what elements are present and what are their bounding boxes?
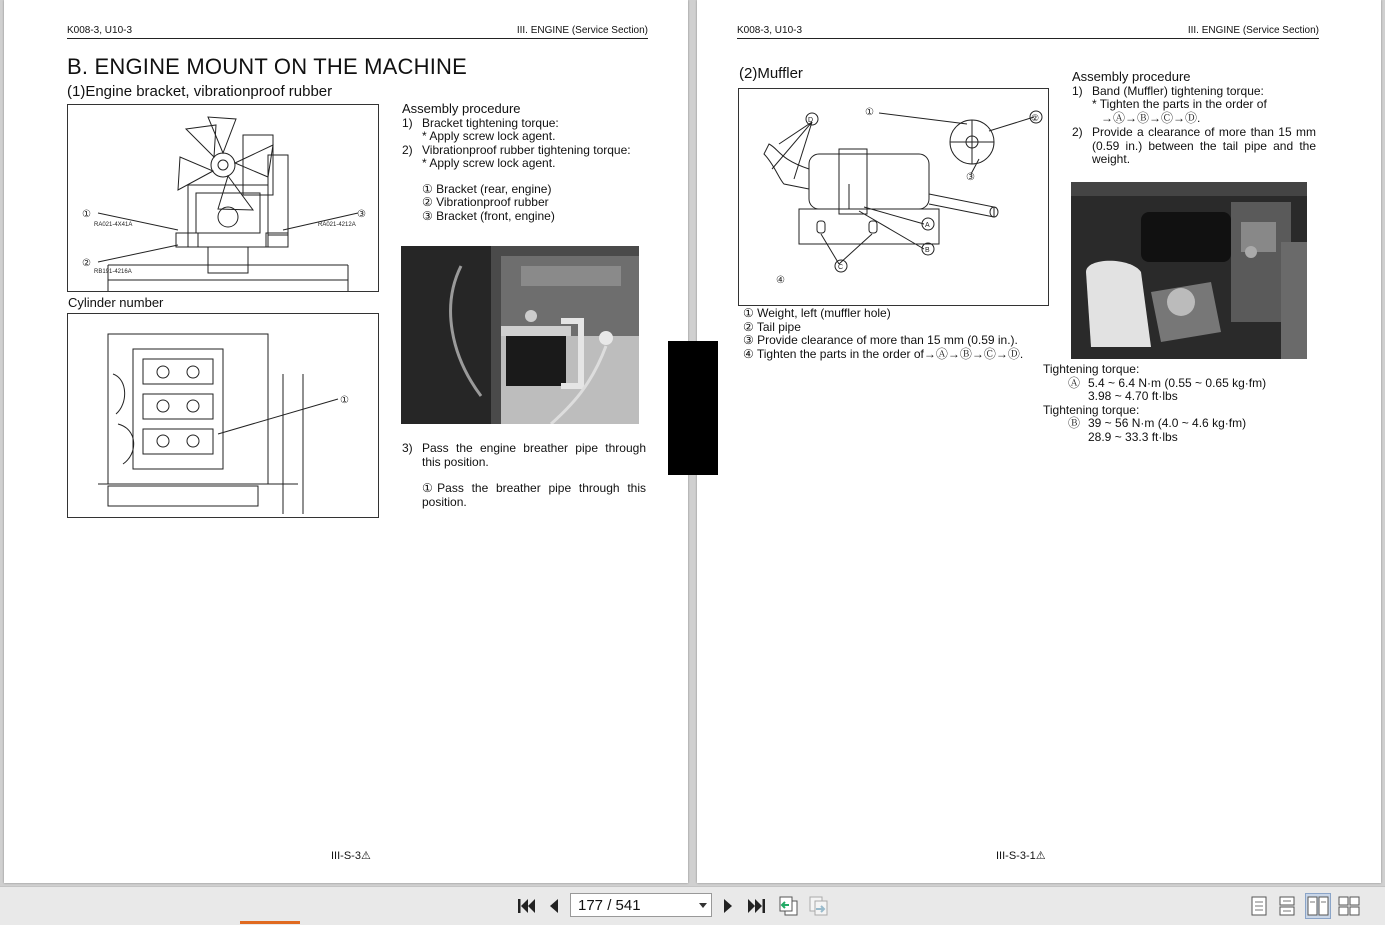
last-page-icon	[747, 897, 767, 915]
page-footer-left: III-S-3⚠	[331, 850, 371, 862]
muffler-diagram	[738, 88, 1049, 306]
engine-bracket-drawing	[68, 105, 378, 291]
cylinder-number-label: Cylinder number	[68, 295, 164, 310]
single-page-icon	[1251, 896, 1267, 916]
page-title: B. ENGINE MOUNT ON THE MACHINE	[67, 54, 468, 79]
assembly-heading: Assembly procedure	[1072, 69, 1191, 84]
section-subtitle: (2)Muffler	[739, 65, 803, 82]
assembly-procedure-right	[1072, 70, 1316, 167]
section-index-tab	[668, 341, 718, 475]
callout-d: D	[808, 117, 814, 124]
callout-1: ①	[82, 209, 91, 220]
cylinder-number-diagram	[67, 313, 379, 518]
header-left: K008-3, U10-3	[67, 25, 133, 36]
single-page-view-button[interactable]	[1249, 893, 1269, 919]
header-right: III. ENGINE (Service Section)	[1187, 25, 1319, 36]
section-subtitle: (1)Engine bracket, vibrationproof rubber	[67, 83, 333, 100]
page-number-value: 177 / 541	[578, 896, 641, 914]
callout-b: B	[925, 247, 930, 254]
muffler-photo-image	[1071, 182, 1307, 359]
page-footer-right: III-S-3-1⚠	[996, 850, 1046, 862]
callout-3: ③	[357, 209, 366, 220]
part-code-2: RB191-4216A	[94, 269, 132, 275]
facing-pages-icon	[1307, 896, 1329, 916]
muffler-photo	[1071, 182, 1307, 359]
continuous-facing-view-button[interactable]	[1337, 893, 1361, 919]
next-page-button[interactable]	[719, 893, 737, 919]
callout-3: ③	[966, 172, 975, 183]
go-forward-button[interactable]	[806, 893, 830, 919]
part-code-3: RA021-4212A	[318, 222, 356, 228]
callout-c: C	[838, 264, 844, 271]
engine-bracket-diagram	[67, 104, 379, 292]
cylinder-number-drawing	[68, 314, 378, 517]
callout-1: ①	[865, 107, 874, 118]
step-2: 2) Provide a clearance of more than 15 mm (0.59 in.) between the tail pipe and the weight.	[1072, 125, 1316, 166]
tightening-torque-specs: Tightening torque: Ⓐ 5.4 ~ 6.4 N·m (0.55 ~ 0.65 kg·fm) 3.98 ~ 4.70 ft·lbs Tightening torque: Ⓑ 39 ~ 56 N·m (4.0 ~ 4.6 kg·fm) 28.9 ~ 33.3 ft·lbs	[1043, 363, 1323, 444]
go-back-icon	[777, 895, 799, 917]
header-left: K008-3, U10-3	[737, 25, 803, 36]
callout-a: A	[925, 222, 930, 229]
continuous-page-icon	[1279, 896, 1295, 916]
go-back-button[interactable]	[776, 893, 800, 919]
parts-legend: ① Bracket (rear, engine) ② Vibrationproof rubber ③ Bracket (front, engine)	[422, 181, 555, 223]
step-1: 1) Bracket tightening torque: * Apply screw lock agent.	[402, 115, 559, 143]
facing-pages-view-button[interactable]	[1305, 893, 1331, 919]
torque-a: Ⓐ 5.4 ~ 6.4 N·m (0.55 ~ 0.65 kg·fm) 3.98 ~ 4.70 ft·lbs	[1068, 375, 1267, 403]
page-number-input[interactable]	[570, 893, 712, 917]
assembly-procedure-left	[402, 102, 648, 223]
continuous-view-button[interactable]	[1277, 893, 1297, 919]
go-forward-icon	[807, 895, 829, 917]
first-page-button[interactable]	[515, 893, 537, 919]
last-page-button[interactable]	[746, 893, 768, 919]
muffler-drawing	[739, 89, 1048, 305]
callout-2: ②	[82, 258, 91, 269]
continuous-facing-icon	[1338, 896, 1360, 916]
page-right	[697, 0, 1381, 883]
header-rule	[737, 38, 1319, 39]
step-2: 2) Vibrationproof rubber tightening torque: * Apply screw lock agent.	[402, 142, 631, 170]
callout-1: ①	[340, 395, 349, 406]
part-code-1: RA021-4X41A	[94, 222, 133, 228]
prev-page-icon	[547, 897, 561, 915]
step-1: 1) Band (Muffler) tightening torque: * Tighten the parts in the order of →Ⓐ→Ⓑ→Ⓒ→Ⓓ.	[1072, 83, 1267, 125]
prev-page-button[interactable]	[545, 893, 563, 919]
breather-pipe-photo	[401, 246, 639, 424]
next-page-icon	[721, 897, 735, 915]
header-rule	[67, 38, 648, 39]
muffler-legend: ① Weight, left (muffler hole) ② Tail pipe ③ Provide clearance of more than 15 mm (0.59 in.). ④ Tighten the parts in the order of→Ⓐ→Ⓑ→Ⓒ→Ⓓ.	[743, 306, 1024, 361]
assembly-heading: Assembly procedure	[402, 101, 521, 116]
first-page-icon	[516, 897, 536, 915]
torque-b: Ⓑ 39 ~ 56 N·m (4.0 ~ 4.6 kg·fm) 28.9 ~ 33.3 ft·lbs	[1068, 416, 1247, 444]
callout-2: ②	[1031, 113, 1040, 123]
page-left	[4, 0, 688, 883]
page-dropdown-chevron-down-icon[interactable]	[699, 903, 707, 908]
header-right: III. ENGINE (Service Section)	[516, 25, 648, 36]
callout-4: ④	[776, 275, 785, 286]
step-3: 3) Pass the engine breather pipe through this position. ①Pass the breather pipe through this position.	[402, 441, 646, 509]
breather-pipe-photo-image	[401, 246, 639, 424]
